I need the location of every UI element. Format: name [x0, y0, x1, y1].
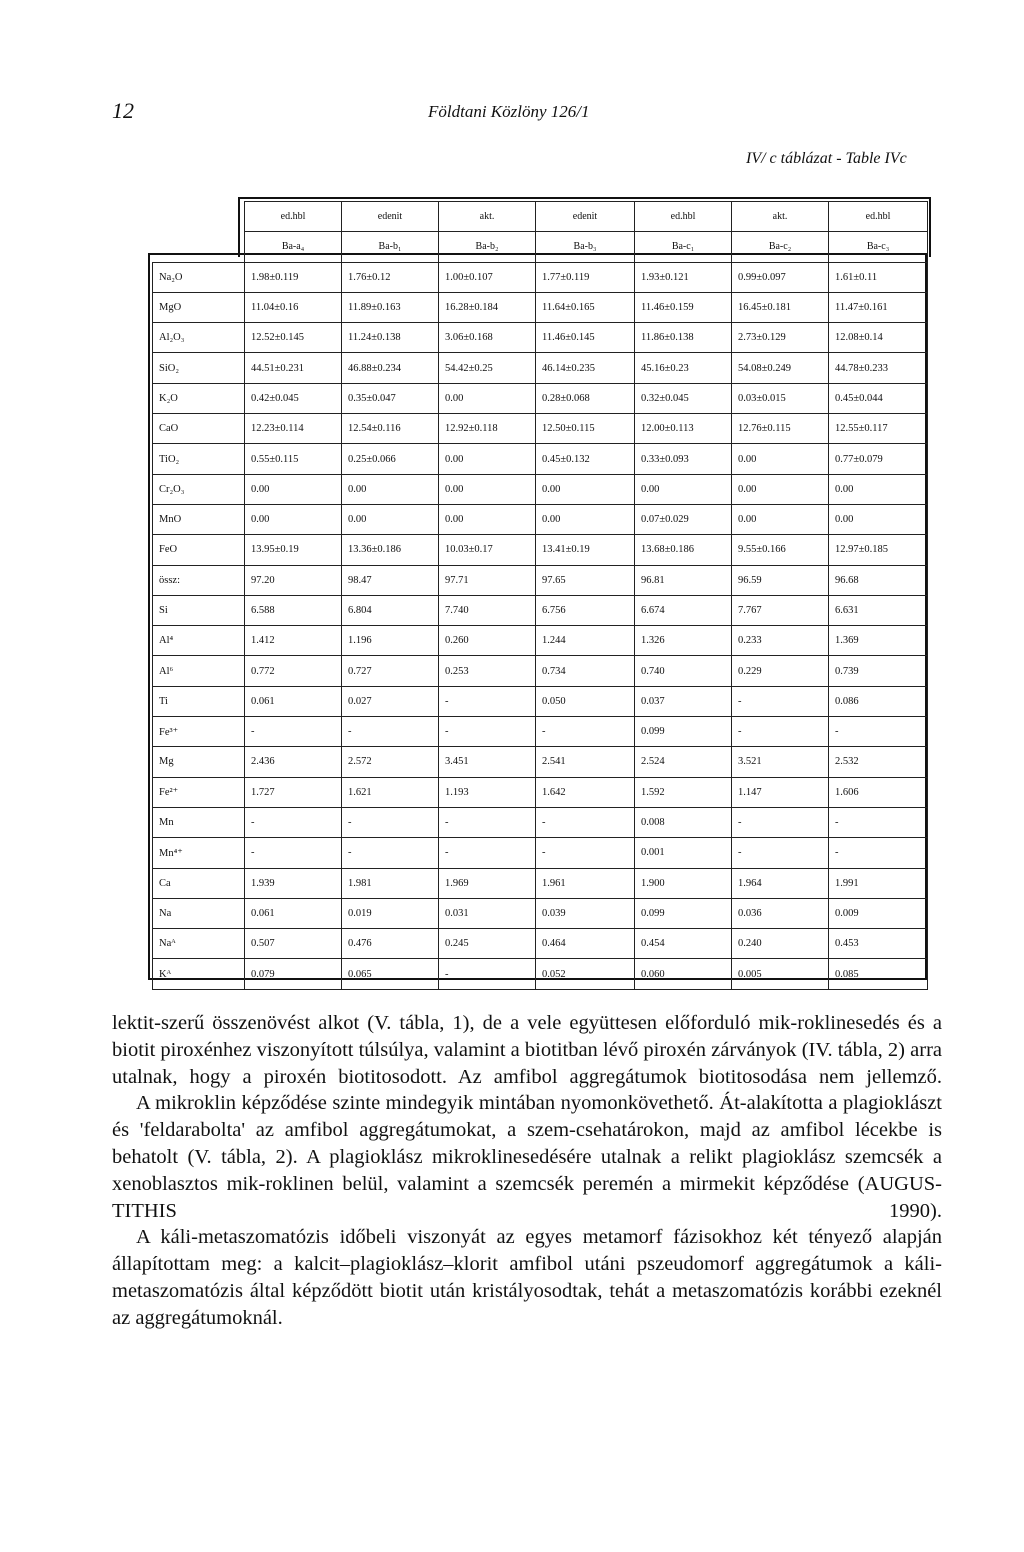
table-cell: - [732, 717, 829, 747]
table-cell: 1.196 [342, 626, 439, 656]
table-cell: 0.052 [536, 959, 635, 989]
column-type-header: ed.hbl [245, 202, 342, 232]
table-cell: 0.476 [342, 929, 439, 959]
table-cell: 10.03±0.17 [439, 535, 536, 565]
table-cell: 6.631 [829, 595, 928, 625]
table-cell: 97.20 [245, 565, 342, 595]
row-label: Na [153, 898, 245, 928]
table-cell: 1.61±0.11 [829, 262, 928, 292]
table-cell: 1.969 [439, 868, 536, 898]
table-cell: 11.47±0.161 [829, 292, 928, 322]
table-cell: 0.727 [342, 656, 439, 686]
table-cell: 0.00 [635, 474, 732, 504]
table-cell: - [342, 807, 439, 837]
table-cell: 1.77±0.119 [536, 262, 635, 292]
row-label: TiO₂ [153, 444, 245, 474]
table-cell: 1.964 [732, 868, 829, 898]
table-cell: 0.240 [732, 929, 829, 959]
row-label: MgO [153, 292, 245, 322]
table-cell: 0.772 [245, 656, 342, 686]
table-cell: 0.28±0.068 [536, 383, 635, 413]
table-cell: - [732, 807, 829, 837]
data-table [152, 201, 928, 990]
table-row [153, 868, 928, 898]
table-cell: 0.45±0.044 [829, 383, 928, 413]
row-label: Al₂O₃ [153, 323, 245, 353]
table-cell: 0.019 [342, 898, 439, 928]
table-row [153, 595, 928, 625]
row-label: Al⁴ [153, 626, 245, 656]
paragraph: A mikroklin képződése szinte mindegyik mintában nyomonkövethető. Át-alakította a plagioklászt és 'feldarabolta' az amfibol aggregátumokat, a szem-csehatárokon, majd az amfibol lécekbe is behatolt (V. tábla, 2). A plagioklász mikroklinesedésére utalnak a relikt plagioklász szemcsék a xenoblasztos mik-roklinen belül, valamint a szemcsék peremén a mirmekit képződése (AUGUS-TITHIS 1990). [112, 1092, 942, 1222]
table-cell: 0.740 [635, 656, 732, 686]
table-cell: - [439, 959, 536, 989]
table-cell: 12.23±0.114 [245, 414, 342, 444]
table-cell: 6.804 [342, 595, 439, 625]
table-cell: 0.00 [342, 474, 439, 504]
row-label: Ti [153, 686, 245, 716]
table-cell: 12.76±0.115 [732, 414, 829, 444]
table-cell: 0.55±0.115 [245, 444, 342, 474]
table-row [153, 626, 928, 656]
table-cell: 0.00 [536, 504, 635, 534]
table-cell: 0.001 [635, 838, 732, 868]
column-sample-header: Ba-a₄ [245, 232, 342, 262]
table-cell: 0.253 [439, 656, 536, 686]
table-cell: 1.369 [829, 626, 928, 656]
table-cell: 0.031 [439, 898, 536, 928]
table-cell: 1.727 [245, 777, 342, 807]
column-type-header: edenit [342, 202, 439, 232]
table-cell: 0.00 [829, 474, 928, 504]
column-sample-header: Ba-b₂ [439, 232, 536, 262]
table-cell: - [439, 686, 536, 716]
table-cell: - [829, 838, 928, 868]
table-cell: 0.77±0.079 [829, 444, 928, 474]
table-cell: 1.93±0.121 [635, 262, 732, 292]
table-cell: - [245, 717, 342, 747]
table-cell: 0.734 [536, 656, 635, 686]
paragraph: A káli-metaszomatózis időbeli viszonyát az egyes metamorf fázisokhoz két tényező alapján állapítottam meg: a kalcit–plagioklász–klorit amfibol utáni pszeudomorf aggregátumok a káli-metaszomatózis által képződött biotit után kristályosodtak, tehát a metaszomatózis korábbi ezeknél az aggregátumoknál. [112, 1226, 942, 1329]
table-cell: 3.06±0.168 [439, 323, 536, 353]
table-cell: 0.086 [829, 686, 928, 716]
table-row [153, 717, 928, 747]
table-cell: 12.54±0.116 [342, 414, 439, 444]
table-cell: 54.08±0.249 [732, 353, 829, 383]
table-row [153, 353, 928, 383]
type-header-row [153, 202, 928, 232]
table-cell: - [342, 838, 439, 868]
column-type-header: ed.hbl [635, 202, 732, 232]
data-table-container [148, 197, 931, 984]
table-cell: 16.28±0.184 [439, 292, 536, 322]
table-cell: 0.00 [245, 504, 342, 534]
column-type-header: edenit [536, 202, 635, 232]
row-label: Fe³⁺ [153, 717, 245, 747]
sample-header-row [153, 232, 928, 262]
table-cell: - [439, 838, 536, 868]
table-cell: 2.541 [536, 747, 635, 777]
table-cell: 12.08±0.14 [829, 323, 928, 353]
table-cell: 1.939 [245, 868, 342, 898]
table-cell: 1.326 [635, 626, 732, 656]
table-row [153, 898, 928, 928]
table-cell: 1.412 [245, 626, 342, 656]
row-label: FeO [153, 535, 245, 565]
table-cell: 0.45±0.132 [536, 444, 635, 474]
table-row [153, 504, 928, 534]
table-cell: 0.065 [342, 959, 439, 989]
table-cell: 2.436 [245, 747, 342, 777]
table-cell: 1.244 [536, 626, 635, 656]
table-cell: 7.767 [732, 595, 829, 625]
running-head: Földtani Közlöny 126/1 [428, 102, 590, 121]
table-row [153, 747, 928, 777]
table-cell: 9.55±0.166 [732, 535, 829, 565]
table-cell: 2.532 [829, 747, 928, 777]
table-cell: 0.00 [732, 474, 829, 504]
table-cell: - [439, 717, 536, 747]
table-cell: 44.78±0.233 [829, 353, 928, 383]
table-cell: 11.24±0.138 [342, 323, 439, 353]
row-label: Fe²⁺ [153, 777, 245, 807]
table-cell: 13.36±0.186 [342, 535, 439, 565]
column-sample-header: Ba-c₂ [732, 232, 829, 262]
row-label: Na₂O [153, 262, 245, 292]
table-cell: 0.32±0.045 [635, 383, 732, 413]
row-label: MnO [153, 504, 245, 534]
table-row [153, 656, 928, 686]
table-cell: 96.68 [829, 565, 928, 595]
column-type-header: ed.hbl [829, 202, 928, 232]
row-label: Si [153, 595, 245, 625]
table-cell: 6.674 [635, 595, 732, 625]
table-cell: 1.606 [829, 777, 928, 807]
table-cell: 13.95±0.19 [245, 535, 342, 565]
table-cell: 46.88±0.234 [342, 353, 439, 383]
column-sample-header: Ba-c₁ [635, 232, 732, 262]
table-cell: 11.46±0.159 [635, 292, 732, 322]
table-row [153, 838, 928, 868]
table-cell: 0.085 [829, 959, 928, 989]
table-cell: 0.35±0.047 [342, 383, 439, 413]
table-row [153, 929, 928, 959]
column-type-header: akt. [732, 202, 829, 232]
table-cell: 98.47 [342, 565, 439, 595]
table-cell: 11.04±0.16 [245, 292, 342, 322]
table-cell: 0.039 [536, 898, 635, 928]
table-cell: 11.89±0.163 [342, 292, 439, 322]
table-cell: 96.59 [732, 565, 829, 595]
row-label: Mg [153, 747, 245, 777]
table-cell: 1.592 [635, 777, 732, 807]
table-cell: 0.07±0.029 [635, 504, 732, 534]
table-cell: 0.027 [342, 686, 439, 716]
table-cell: 0.00 [732, 444, 829, 474]
table-cell: 0.009 [829, 898, 928, 928]
table-body [153, 262, 928, 989]
table-row [153, 959, 928, 989]
table-cell: 0.079 [245, 959, 342, 989]
table-cell: - [439, 807, 536, 837]
table-cell: 13.41±0.19 [536, 535, 635, 565]
table-cell: 0.099 [635, 898, 732, 928]
table-cell: 0.507 [245, 929, 342, 959]
row-label: K₂O [153, 383, 245, 413]
table-cell: 3.451 [439, 747, 536, 777]
table-cell: 0.42±0.045 [245, 383, 342, 413]
table-cell: 11.86±0.138 [635, 323, 732, 353]
row-label: Kᴬ [153, 959, 245, 989]
table-cell: 0.005 [732, 959, 829, 989]
table-cell: 1.98±0.119 [245, 262, 342, 292]
table-row [153, 686, 928, 716]
table-cell: 2.572 [342, 747, 439, 777]
table-cell: 0.099 [635, 717, 732, 747]
paragraph: lektit-szerű összenövést alkot (V. tábla, 1), de a vele együttesen előforduló mik-roklinesedés és a biotit piroxénhez viszonyított túlsúlya, valamint a biotitban lévő piroxén zárványok (IV. tábla, 2) arra utalnak, hogy a piroxén biotitosodott. Az amfibol aggregátumok biotitosodása nem jellemző. [112, 1012, 942, 1088]
corner-cell [153, 202, 245, 232]
table-cell: 6.588 [245, 595, 342, 625]
table-row [153, 777, 928, 807]
table-cell: 12.55±0.117 [829, 414, 928, 444]
row-label: Cr₂O₃ [153, 474, 245, 504]
table-cell: 0.036 [732, 898, 829, 928]
table-cell: - [732, 686, 829, 716]
table-cell: 0.061 [245, 898, 342, 928]
column-sample-header: Ba-c₃ [829, 232, 928, 262]
row-label: Mn [153, 807, 245, 837]
table-cell: 0.00 [732, 504, 829, 534]
table-cell: - [732, 838, 829, 868]
table-cell: 0.03±0.015 [732, 383, 829, 413]
table-cell: 0.00 [245, 474, 342, 504]
table-cell: 1.642 [536, 777, 635, 807]
table-row [153, 444, 928, 474]
table-cell: - [829, 717, 928, 747]
table-cell: 0.00 [829, 504, 928, 534]
table-cell: 97.65 [536, 565, 635, 595]
row-label: Mn⁴⁺ [153, 838, 245, 868]
table-cell: 0.454 [635, 929, 732, 959]
table-cell: 0.233 [732, 626, 829, 656]
table-cell: 0.050 [536, 686, 635, 716]
row-label: össz: [153, 565, 245, 595]
table-cell: 54.42±0.25 [439, 353, 536, 383]
table-cell: 0.99±0.097 [732, 262, 829, 292]
table-cell: 0.245 [439, 929, 536, 959]
table-cell: 1.991 [829, 868, 928, 898]
table-cell: 1.961 [536, 868, 635, 898]
table-cell: 96.81 [635, 565, 732, 595]
row-label: Al⁶ [153, 656, 245, 686]
table-row [153, 474, 928, 504]
body-text [112, 1010, 942, 1332]
table-cell: 0.00 [536, 474, 635, 504]
table-cell: - [536, 807, 635, 837]
table-cell: - [829, 807, 928, 837]
table-cell: 0.453 [829, 929, 928, 959]
table-cell: 6.756 [536, 595, 635, 625]
table-row [153, 262, 928, 292]
table-cell: 0.00 [439, 504, 536, 534]
table-cell: 1.900 [635, 868, 732, 898]
table-cell: 1.76±0.12 [342, 262, 439, 292]
table-row [153, 414, 928, 444]
table-cell: 0.00 [439, 383, 536, 413]
table-cell: 0.229 [732, 656, 829, 686]
table-cell: 0.260 [439, 626, 536, 656]
table-cell: 0.00 [439, 444, 536, 474]
table-cell: 11.64±0.165 [536, 292, 635, 322]
table-cell: 0.25±0.066 [342, 444, 439, 474]
table-cell: - [245, 838, 342, 868]
table-row [153, 292, 928, 322]
table-cell: 12.97±0.185 [829, 535, 928, 565]
table-cell: - [536, 838, 635, 868]
table-cell: 13.68±0.186 [635, 535, 732, 565]
table-cell: 97.71 [439, 565, 536, 595]
table-cell: 11.46±0.145 [536, 323, 635, 353]
table-row [153, 535, 928, 565]
table-cell: - [245, 807, 342, 837]
table-cell: 12.50±0.115 [536, 414, 635, 444]
table-cell: 1.621 [342, 777, 439, 807]
table-cell: 44.51±0.231 [245, 353, 342, 383]
table-row [153, 323, 928, 353]
table-cell: 1.193 [439, 777, 536, 807]
row-label: SiO₂ [153, 353, 245, 383]
table-cell: - [536, 717, 635, 747]
table-cell: 1.00±0.107 [439, 262, 536, 292]
row-label: CaO [153, 414, 245, 444]
table-cell: 1.147 [732, 777, 829, 807]
table-cell: 46.14±0.235 [536, 353, 635, 383]
table-cell: - [342, 717, 439, 747]
table-cell: 0.008 [635, 807, 732, 837]
row-label: Ca [153, 868, 245, 898]
table-cell: 3.521 [732, 747, 829, 777]
table-cell: 12.52±0.145 [245, 323, 342, 353]
table-cell: 1.981 [342, 868, 439, 898]
table-cell: 0.037 [635, 686, 732, 716]
table-cell: 7.740 [439, 595, 536, 625]
column-sample-header: Ba-b₁ [342, 232, 439, 262]
table-cell: 12.00±0.113 [635, 414, 732, 444]
row-label: Naᴬ [153, 929, 245, 959]
table-cell: 0.061 [245, 686, 342, 716]
table-cell: 12.92±0.118 [439, 414, 536, 444]
table-row [153, 807, 928, 837]
table-cell: 45.16±0.23 [635, 353, 732, 383]
table-cell: 16.45±0.181 [732, 292, 829, 322]
table-caption: IV/ c táblázat - Table IVc [746, 150, 907, 167]
corner-cell [153, 232, 245, 262]
table-cell: 2.524 [635, 747, 732, 777]
table-cell: 0.00 [439, 474, 536, 504]
table-cell: 0.060 [635, 959, 732, 989]
table-cell: 0.00 [342, 504, 439, 534]
column-sample-header: Ba-b₃ [536, 232, 635, 262]
table-cell: 0.464 [536, 929, 635, 959]
table-cell: 2.73±0.129 [732, 323, 829, 353]
column-type-header: akt. [439, 202, 536, 232]
table-cell: 0.739 [829, 656, 928, 686]
page-number: 12 [112, 98, 134, 123]
table-cell: 0.33±0.093 [635, 444, 732, 474]
table-row [153, 383, 928, 413]
table-row [153, 565, 928, 595]
